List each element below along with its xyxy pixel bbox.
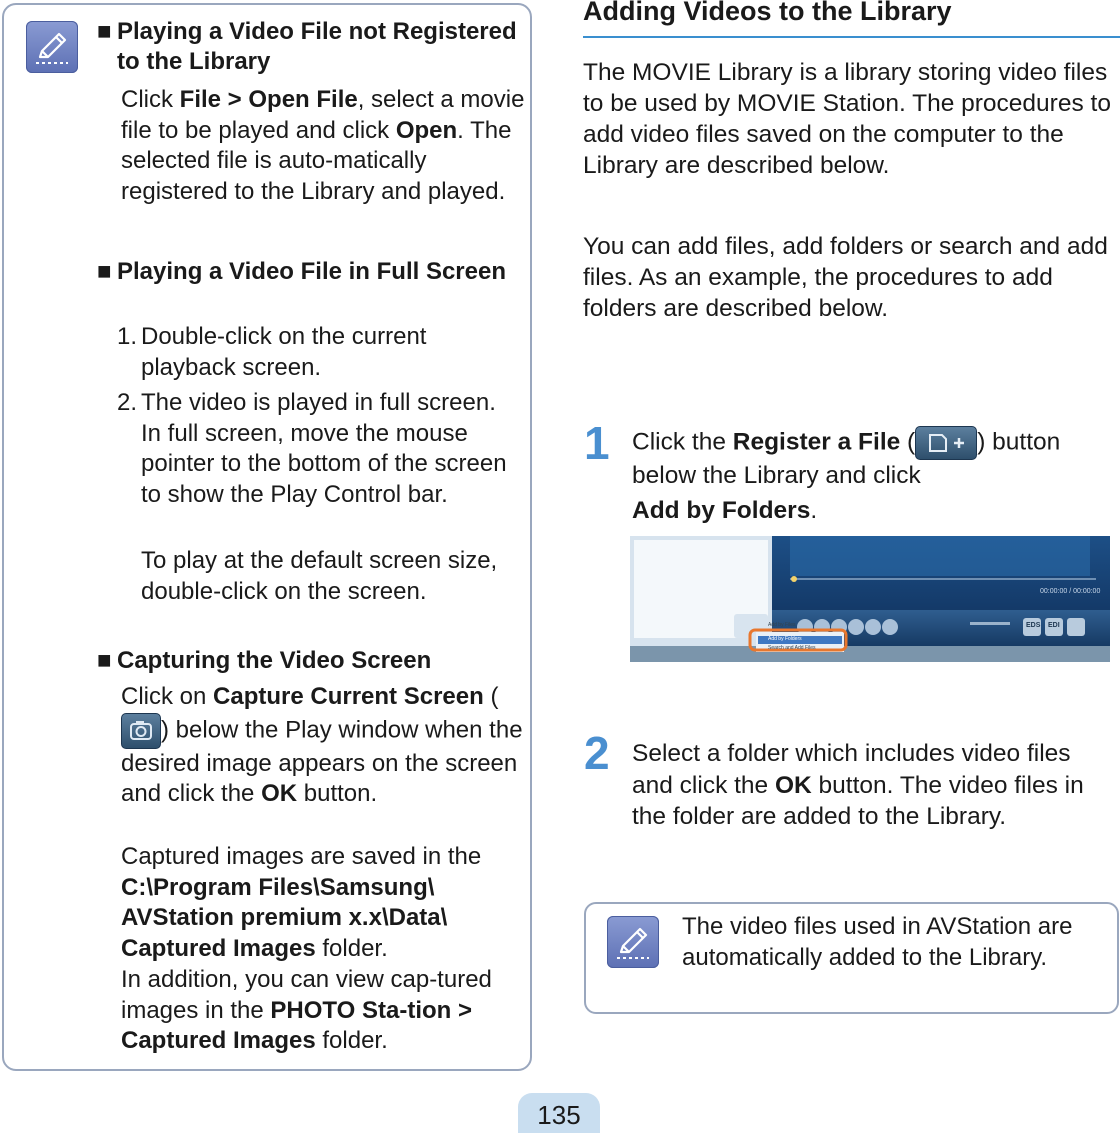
menu-add-files[interactable]: Add by Files [768,622,796,628]
step-1-folders: Add by Folders. [632,497,818,524]
section2-step2: 2. The video is played in full screen. In full screen, move the mouse pointer to the bottom of the screen to show the Play Control bar. [117,389,507,508]
page-title: Adding Videos to the Library [583,0,952,26]
section3-heading: ■ Capturing the Video Screen [97,647,432,674]
intro-paragraph-1: The MOVIE Library is a library storing video files to be used by MOVIE Station. The procedures to add video files saved on the computer to the Library are described below. [583,59,1111,179]
pencil-note-icon [26,21,78,73]
step-1-number: 1 [584,417,610,469]
title-rule [583,36,1120,38]
section3-photo: In addition, you can view cap-tured images in the PHOTO Sta-tion > Captured Images folder. [121,966,492,1054]
intro-paragraph-2: You can add files, add folders or search and add files. As an example, the procedures to add folders are described below. [583,233,1108,322]
section1-text: Click File > Open File, select a movie file to be played and click Open. The selected file is auto-matically registered to the Library and played. [121,86,525,205]
section3-text: Click on Capture Current Screen ( ) below the Play window when the desired image appears on the screen and click the OK button. [121,683,523,807]
step-2-number: 2 [584,727,610,779]
section3-path: Captured images are saved in the C:\Program Files\Samsung\ AVStation premium x.x\Data\ Captured Images folder. [121,843,482,962]
eds-button[interactable]: EDS [1026,622,1041,629]
menu-search-add[interactable]: Search and Add Files [768,645,816,651]
section2-extra: To play at the default screen size, double-click on the screen. [141,547,498,605]
step-1-text: Click the Register a File ( ) button below the Library and click [632,426,1112,492]
section1-heading: ■ Playing a Video File not Registered to the Library [97,18,517,75]
pencil-note-icon [607,916,659,968]
register-file-icon [915,426,977,460]
section2-step1: 1. Double-click on the current playback screen. [117,323,427,381]
note-text: The video files used in AVStation are automatically added to the Library. [682,913,1073,971]
edi-button[interactable]: EDI [1048,622,1060,629]
library-screenshot [630,536,1110,662]
section2-heading: ■ Playing a Video File in Full Screen [97,258,507,285]
camera-icon [121,713,161,749]
menu-add-folders[interactable]: Add by Folders [768,636,802,642]
time-readout: 00:00:00 / 00:00:00 [1040,588,1101,595]
page-number: 135 [518,1093,600,1133]
step-2-text: Select a folder which includes video files and click the OK button. The video files in the folder are added to the Library. [632,740,1084,830]
